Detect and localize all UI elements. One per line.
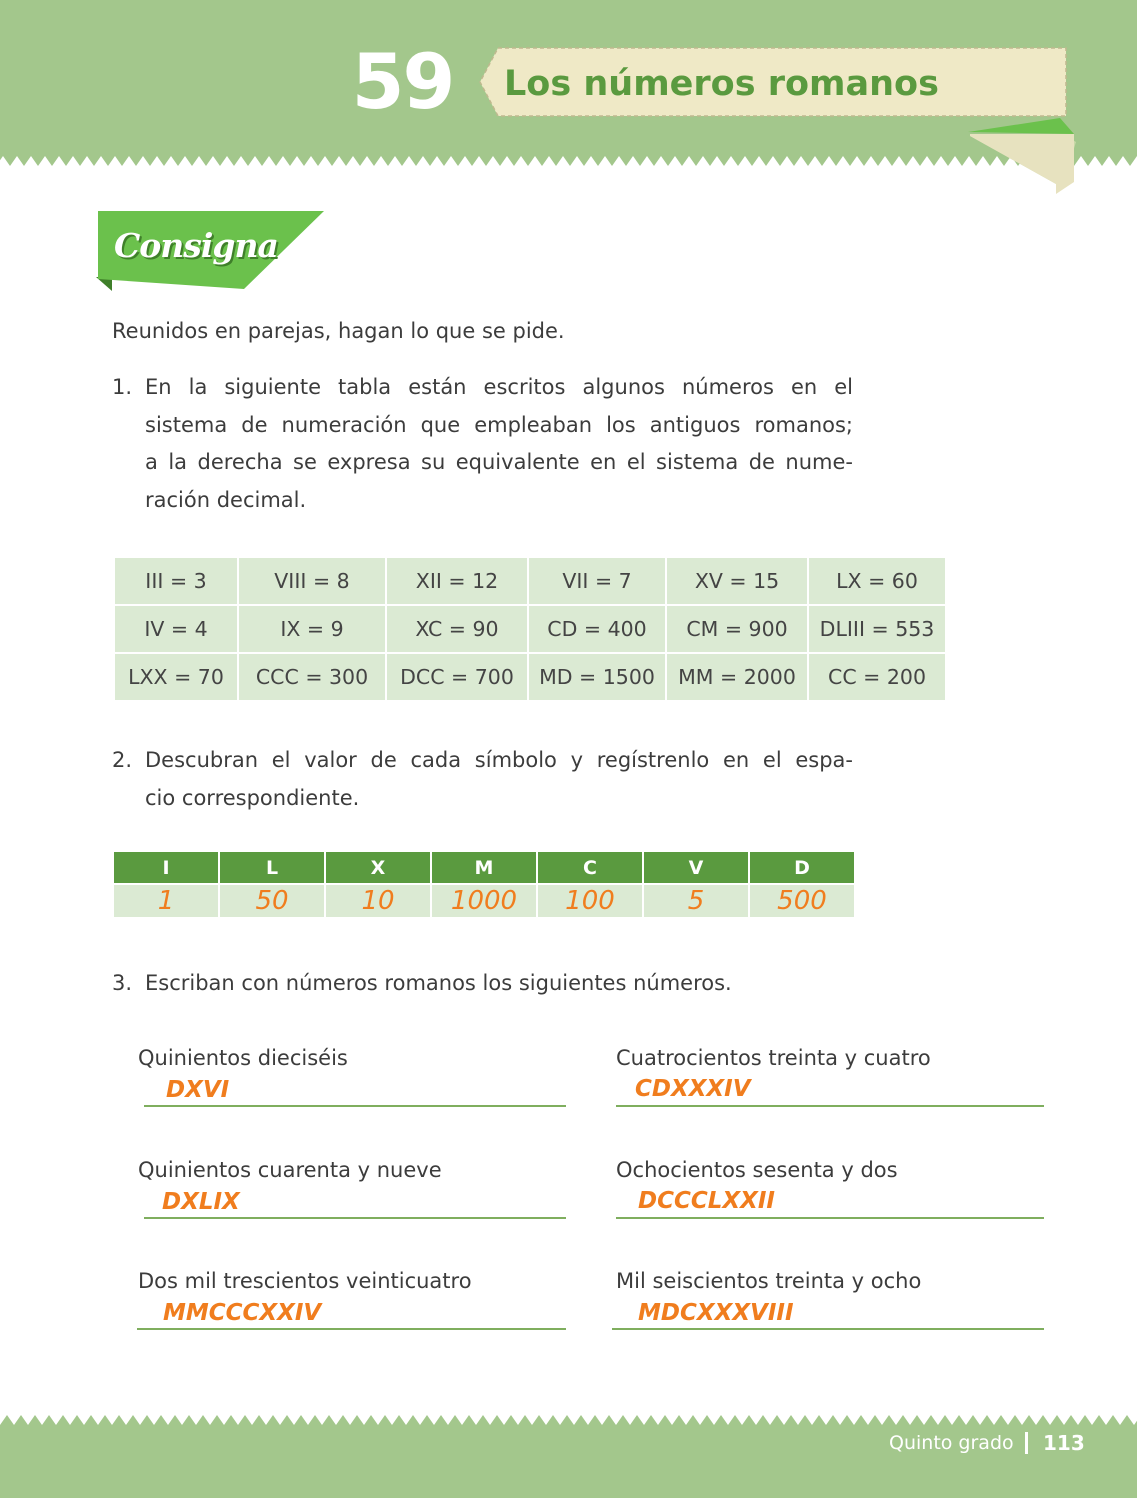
table-cell: VIII = 8 <box>239 558 385 604</box>
symbol-header: C <box>538 852 642 883</box>
question-2-line: cio correspondiente. <box>145 785 360 810</box>
question-2-number: 2. <box>112 748 133 772</box>
table-row <box>115 558 945 604</box>
symbol-value: 500 <box>750 883 854 917</box>
answer-line <box>137 1328 566 1330</box>
symbol-value: 50 <box>220 883 324 917</box>
symbol-header: I <box>114 852 218 883</box>
symbol-value: 100 <box>538 883 642 917</box>
question-1-text <box>145 369 853 519</box>
question-3-text: Escriban con números romanos los siguientes números. <box>145 971 732 995</box>
answer-line <box>144 1105 566 1107</box>
question-2-text <box>145 742 853 817</box>
symbol-value: 1000 <box>432 883 536 917</box>
table-cell: VII = 7 <box>529 558 665 604</box>
instruction-text: Reunidos en parejas, hagan lo que se pide. <box>112 319 565 343</box>
question-1-line: a la derecha se expresa su equivalente en el sistema de nume- <box>145 450 853 474</box>
table-cell: LX = 60 <box>809 558 945 604</box>
footer-divider <box>1025 1432 1028 1454</box>
symbol-header-row <box>114 852 854 883</box>
question-3-number: 3. <box>112 971 133 995</box>
symbol-header: L <box>220 852 324 883</box>
question-1-number: 1. <box>112 375 133 399</box>
exercise-label: Mil seiscientos treinta y ocho <box>616 1269 922 1293</box>
symbol-value: 1 <box>114 883 218 917</box>
exercise-answer: DCCCLXXII <box>638 1188 775 1214</box>
roman-numerals-table <box>113 556 947 702</box>
table-cell: CD = 400 <box>529 606 665 652</box>
table-cell: XII = 12 <box>387 558 527 604</box>
exercise-label: Cuatrocientos treinta y cuatro <box>616 1046 931 1070</box>
table-cell: XV = 15 <box>667 558 807 604</box>
table-cell: DCC = 700 <box>387 654 527 700</box>
symbol-value: 10 <box>326 883 430 917</box>
symbol-values-table <box>112 852 856 917</box>
table-cell: XC = 90 <box>387 606 527 652</box>
symbol-header: M <box>432 852 536 883</box>
table-cell: MM = 2000 <box>667 654 807 700</box>
symbol-header: V <box>644 852 748 883</box>
table-cell: MD = 1500 <box>529 654 665 700</box>
table-cell: DLIII = 553 <box>809 606 945 652</box>
lesson-number: 59 <box>351 37 454 126</box>
answer-line <box>616 1105 1044 1107</box>
exercise-label: Quinientos cuarenta y nueve <box>138 1158 442 1182</box>
footer-grade: Quinto grado <box>889 1432 1014 1454</box>
exercise-answer: MDCXXXVIII <box>638 1300 794 1326</box>
symbol-value-row <box>114 883 854 917</box>
table-cell: IX = 9 <box>239 606 385 652</box>
table-cell: IV = 4 <box>115 606 237 652</box>
question-1-line: sistema de numeración que empleaban los antiguos romanos; <box>145 412 853 437</box>
exercise-answer: DXVI <box>166 1077 230 1103</box>
symbol-value: 5 <box>644 883 748 917</box>
table-row <box>115 654 945 700</box>
exercise-label: Ochocientos sesenta y dos <box>616 1158 898 1182</box>
question-2-line: Descubran el valor de cada símbolo y regístrenlo en el espa- <box>145 748 853 772</box>
table-cell: CM = 900 <box>667 606 807 652</box>
answer-line <box>616 1217 1044 1219</box>
exercise-label: Quinientos dieciséis <box>138 1046 348 1070</box>
exercise-answer: DXLIX <box>162 1189 240 1215</box>
table-cell: III = 3 <box>115 558 237 604</box>
section-label: Consigna <box>114 226 278 265</box>
exercise-label: Dos mil trescientos veinticuatro <box>138 1269 472 1293</box>
answer-line <box>144 1217 566 1219</box>
question-1-line: En la siguiente tabla están escritos algunos números en el <box>145 375 853 399</box>
lesson-title: Los números romanos <box>504 64 939 104</box>
table-cell: CC = 200 <box>809 654 945 700</box>
question-1-line: ración decimal. <box>145 487 307 512</box>
symbol-header: D <box>750 852 854 883</box>
exercise-answer: CDXXXIV <box>635 1076 751 1102</box>
table-cell: CCC = 300 <box>239 654 385 700</box>
table-row <box>115 606 945 652</box>
exercise-answer: MMCCCXXIV <box>163 1300 322 1326</box>
table-cell: LXX = 70 <box>115 654 237 700</box>
symbol-header: X <box>326 852 430 883</box>
answer-line <box>612 1328 1044 1330</box>
page-number: 113 <box>1043 1431 1085 1455</box>
